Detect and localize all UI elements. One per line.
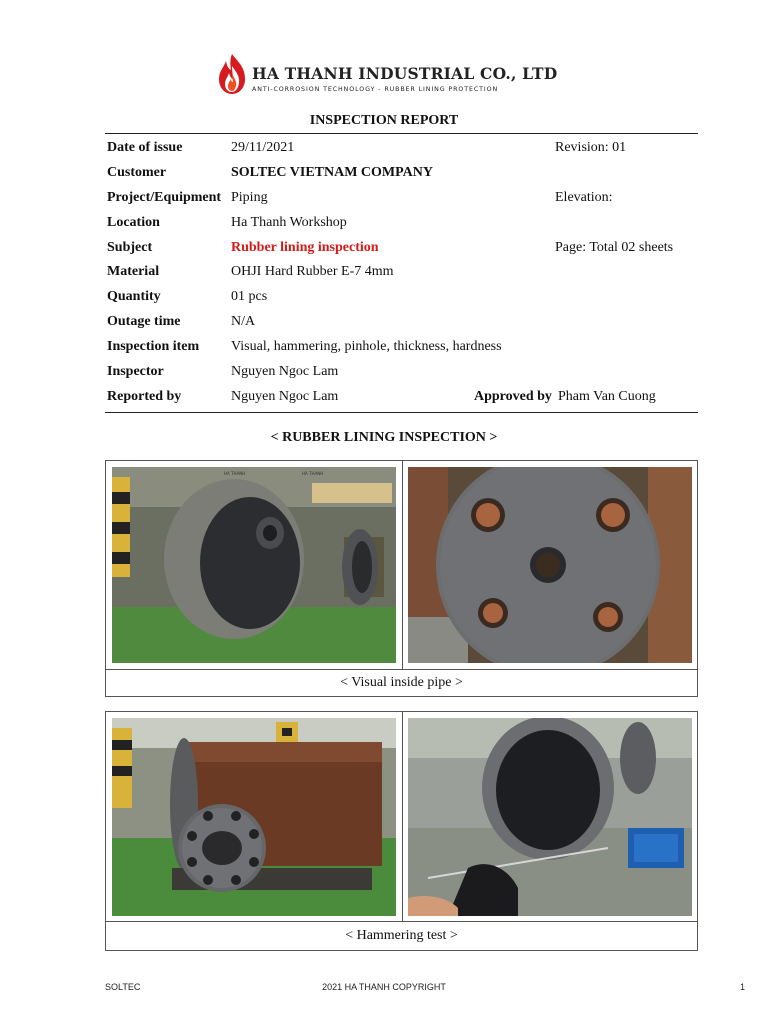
project-value: Piping <box>231 190 268 205</box>
date-label: Date of issue <box>107 140 183 155</box>
photo-divider <box>402 712 403 921</box>
flame-logo-icon <box>214 52 250 96</box>
photo-flange-face <box>408 467 692 663</box>
photo-box-hammering <box>105 711 698 922</box>
customer-value: SOLTEC VIETNAM COMPANY <box>231 165 433 180</box>
photo-box-visual <box>105 460 698 670</box>
photo-divider <box>402 461 403 669</box>
reported-value: Nguyen Ngoc Lam <box>231 389 339 404</box>
company-header <box>214 52 558 98</box>
inspection-item-label: Inspection item <box>107 339 200 354</box>
reported-label: Reported by <box>107 389 182 404</box>
inspection-item-value: Visual, hammering, pinhole, thickness, hardness <box>231 339 502 354</box>
bottom-rule <box>105 412 698 413</box>
page-info-text: Page: Total 02 sheets <box>555 240 674 255</box>
photo-hammering-test <box>408 718 692 916</box>
quantity-value: 01 pcs <box>231 289 268 304</box>
inspector-label: Inspector <box>107 364 164 379</box>
top-rule <box>105 133 698 134</box>
stamp-label: HA THANH <box>302 471 324 476</box>
location-label: Location <box>107 215 160 230</box>
caption-visual: < Visual inside pipe > <box>105 670 698 697</box>
subject-value: Rubber lining inspection <box>231 240 379 255</box>
photo-pipe-body <box>112 718 396 916</box>
caption-hammering: < Hammering test > <box>105 922 698 951</box>
footer-left: SOLTEC <box>105 982 141 992</box>
report-title: INSPECTION REPORT <box>309 113 459 128</box>
material-label: Material <box>107 264 160 279</box>
footer-copyright: 2021 HA THANH COPYRIGHT <box>322 982 446 992</box>
outage-value: N/A <box>231 314 256 329</box>
approved-label: Approved by <box>474 389 552 404</box>
date-value: 29/11/2021 <box>231 140 295 155</box>
photo-pipe-opening <box>112 467 396 663</box>
material-value: OHJI Hard Rubber E-7 4mm <box>231 264 394 279</box>
elevation-text: Elevation: <box>555 190 613 205</box>
customer-label: Customer <box>107 165 167 180</box>
company-name: HA THANH INDUSTRIAL CO., LTD <box>252 64 558 83</box>
revision-text: Revision: 01 <box>555 140 627 155</box>
inspector-value: Nguyen Ngoc Lam <box>231 364 339 379</box>
footer-page-number: 1 <box>740 982 746 992</box>
subject-label: Subject <box>107 240 153 255</box>
company-tagline: ANTI-CORROSION TECHNOLOGY - RUBBER LINING PROTECTION <box>252 86 499 93</box>
approved-value: Pham Van Cuong <box>558 389 656 404</box>
stamp-label: HA THANH <box>224 471 246 476</box>
location-value: Ha Thanh Workshop <box>231 215 347 230</box>
quantity-label: Quantity <box>107 289 161 304</box>
project-label: Project/Equipment <box>107 190 222 205</box>
outage-label: Outage time <box>107 314 181 329</box>
section-title: < RUBBER LINING INSPECTION > <box>270 430 498 445</box>
